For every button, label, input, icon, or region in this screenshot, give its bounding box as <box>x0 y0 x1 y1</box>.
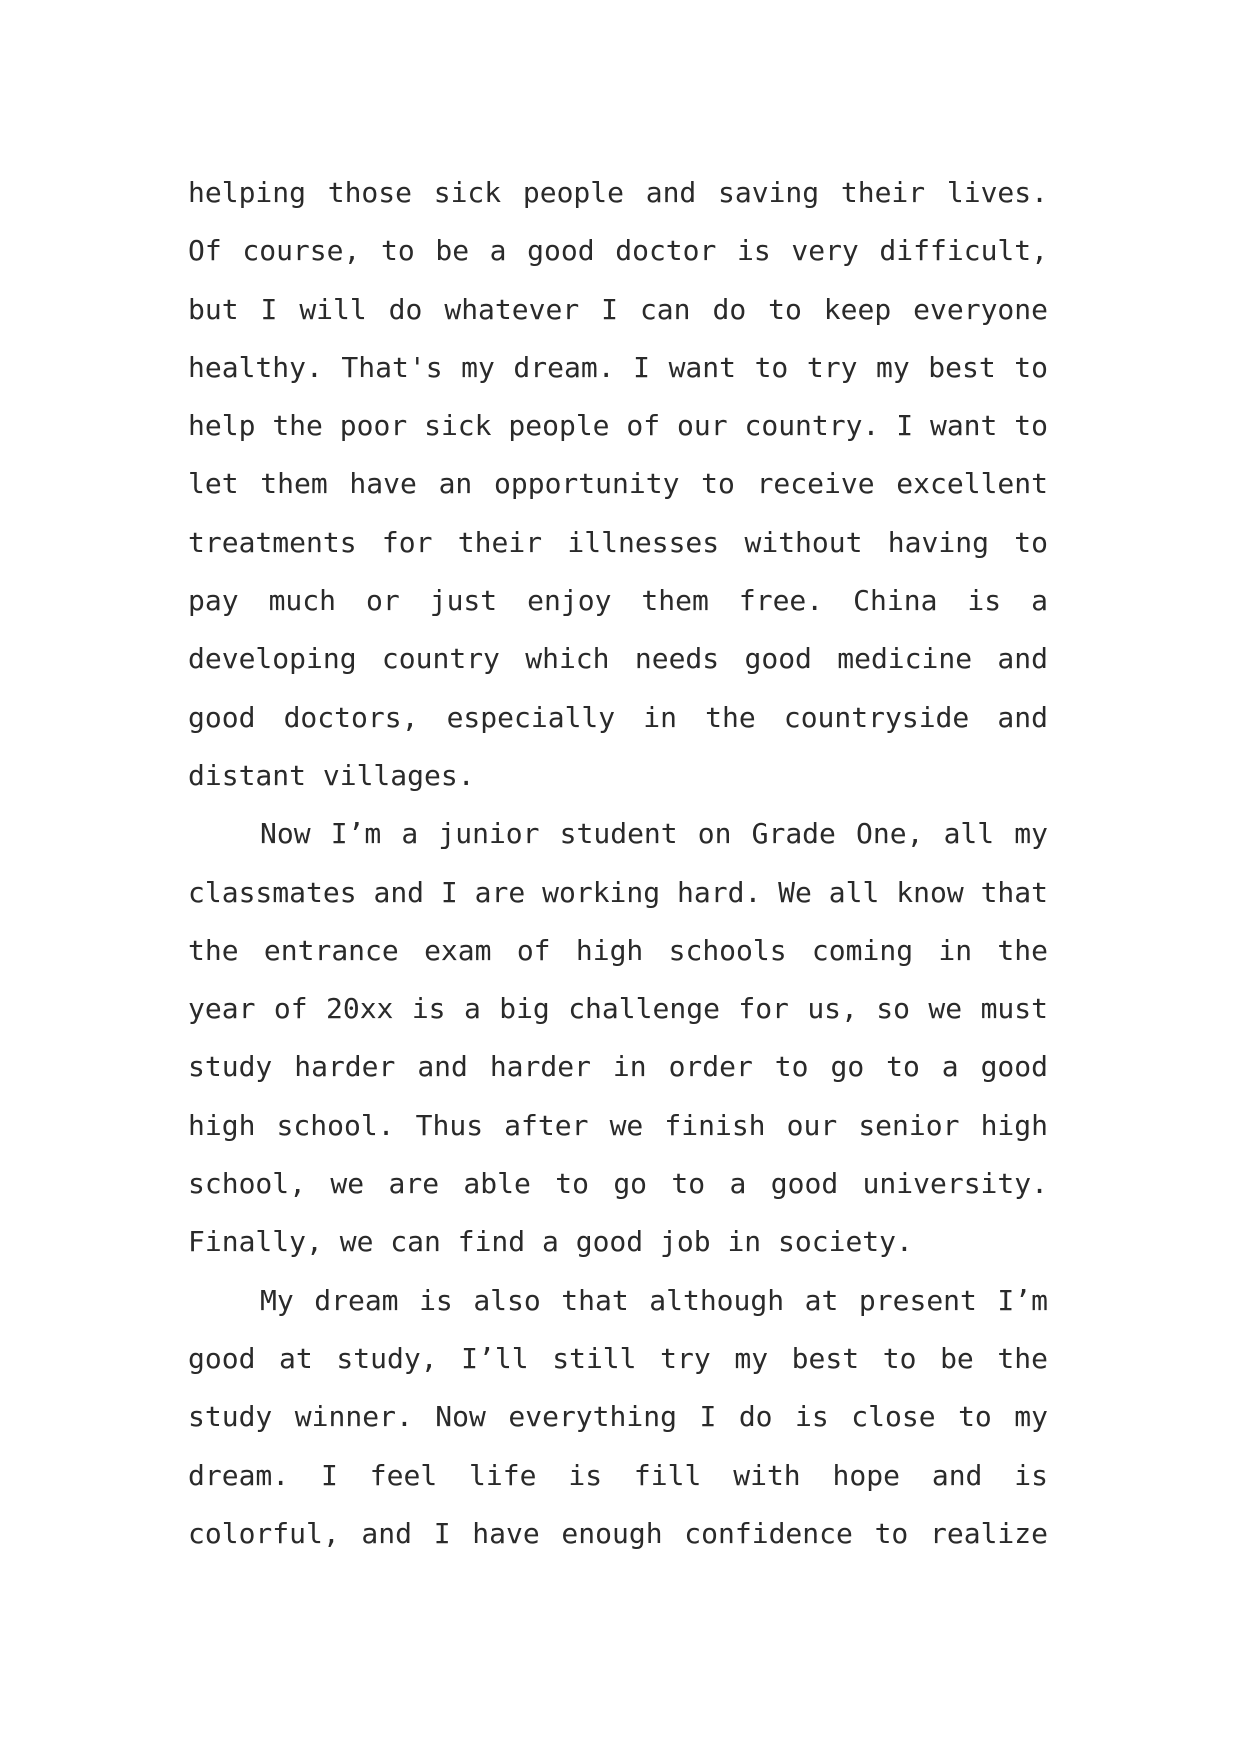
essay-body <box>188 164 1048 1563</box>
text-line: the entrance exam of high schools coming in the <box>188 933 1048 967</box>
text-line: treatments for their illnesses without having to <box>188 525 1048 559</box>
text-line: developing country which needs good medicine and <box>188 642 1048 676</box>
text-line: good at study, I’ll still try my best to be the <box>188 1341 1048 1375</box>
text-line: let them have an opportunity to receive excellent <box>188 467 1048 501</box>
text-line: dream. I feel life is fill with hope and is <box>188 1458 1048 1492</box>
text-line: classmates and I are working hard. We all know that <box>188 875 1048 909</box>
text-line: study winner. Now everything I do is close to my <box>188 1400 1048 1434</box>
paragraph-first-line: My dream is also that although at present I’m <box>260 1283 1048 1317</box>
text-line: but I will do whatever I can do to keep everyone <box>188 292 1048 326</box>
text-line: Finally, we can find a good job in society. <box>188 1225 913 1259</box>
text-line: high school. Thus after we finish our senior high <box>188 1108 1048 1142</box>
text-line: healthy. That's my dream. I want to try my best to <box>188 350 1048 384</box>
text-line: colorful, and I have enough confidence to realize <box>188 1516 1048 1550</box>
paragraph-first-line: Now I’m a junior student on Grade One, all my <box>260 817 1048 851</box>
text-line: school, we are able to go to a good university. <box>188 1167 1048 1201</box>
text-line: Of course, to be a good doctor is very difficult, <box>188 234 1048 268</box>
text-line: help the poor sick people of our country. I want to <box>188 409 1048 443</box>
text-line: distant villages. <box>188 758 475 792</box>
text-line: pay much or just enjoy them free. China is a <box>188 584 1048 618</box>
text-line: year of 20xx is a big challenge for us, so we must <box>188 992 1048 1026</box>
text-line: good doctors, especially in the countryside and <box>188 700 1048 734</box>
text-line: study harder and harder in order to go to a good <box>188 1050 1048 1084</box>
text-line: helping those sick people and saving their lives. <box>188 176 1048 209</box>
